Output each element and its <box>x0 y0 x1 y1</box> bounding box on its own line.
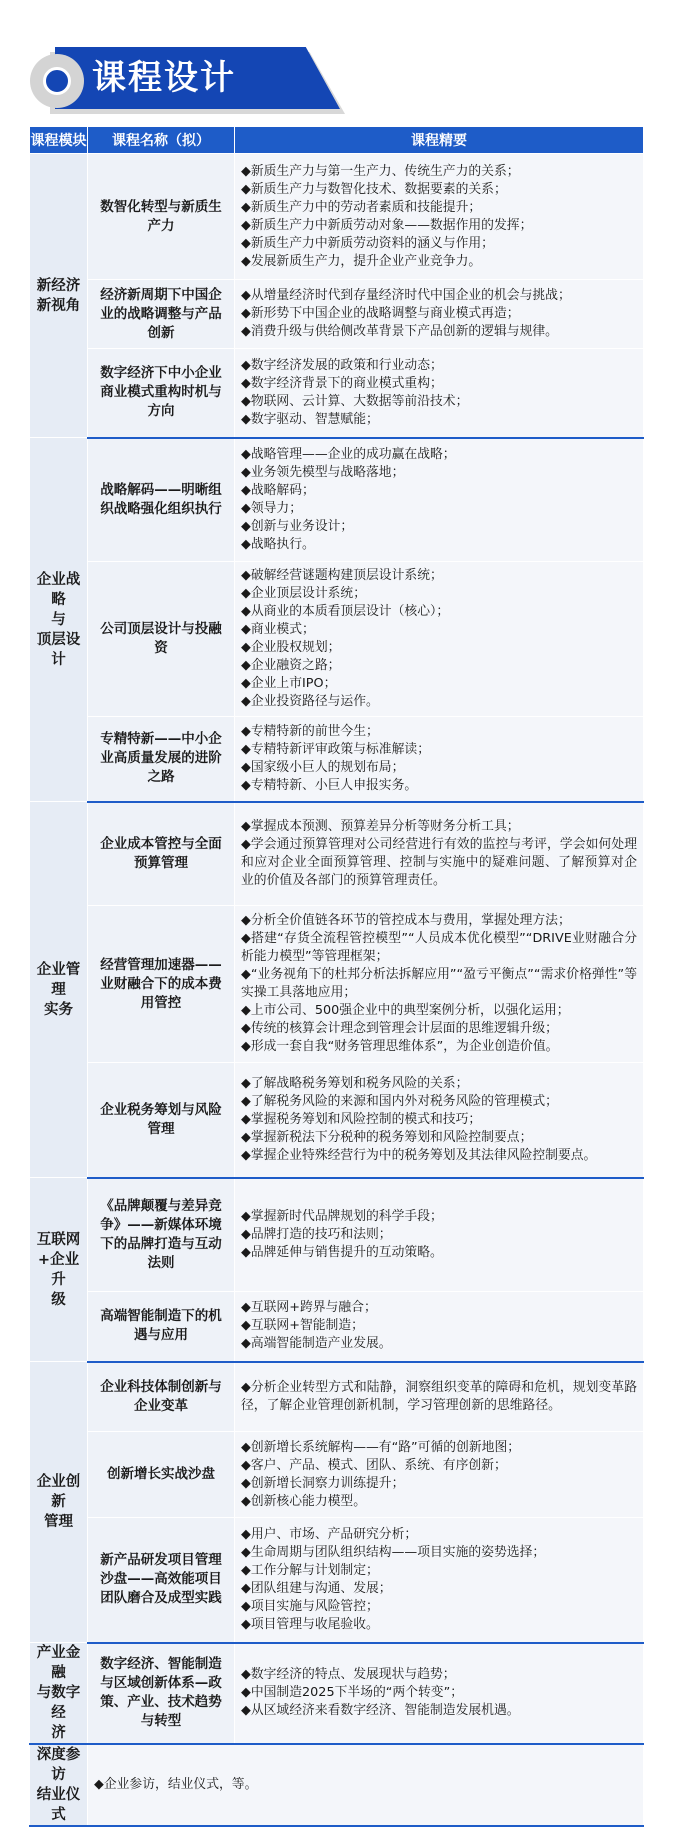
summary-point: ◆新质生产力与数智化技术、数据要素的关系； <box>241 181 507 197</box>
course-summary-cell <box>235 1178 644 1292</box>
page-title: 课程设计 <box>92 58 236 98</box>
summary-point: ◆创新增长洞察力训练提升； <box>241 1475 405 1491</box>
summary-point: ◆领导力； <box>241 500 303 516</box>
table-row <box>30 1362 644 1432</box>
course-name-cell: 高端智能制造下的机遇与应用 <box>88 1292 235 1362</box>
course-summary-cell <box>235 1063 644 1178</box>
module-label-line: 互联网 <box>36 1231 81 1248</box>
table-row <box>30 1292 644 1362</box>
course-table <box>29 126 644 1827</box>
summary-point: ◆工作分解与计划制定； <box>241 1562 379 1578</box>
course-summary-cell <box>235 1518 644 1643</box>
course-summary-cell <box>235 154 644 280</box>
module-label-line: 产业金融 <box>36 1645 81 1681</box>
summary-point: ◆数字经济背景下的商业模式重构； <box>241 375 443 391</box>
table-row <box>30 1744 644 1826</box>
table-header-row <box>30 127 644 154</box>
course-name-cell: 企业成本管控与全面预算管理 <box>88 802 235 906</box>
summary-point: ◆数字驱动、智慧赋能； <box>241 411 379 427</box>
circle-dot-icon <box>43 67 71 95</box>
summary-point: ◆业务领先模型与战略落地； <box>241 464 405 480</box>
summary-point: ◆传统的核算会计理念到管理会计层面的思维逻辑升级； <box>241 1021 558 1036</box>
summary-point: ◆客户、产品、模式、团队、系统、有序创新； <box>241 1457 507 1473</box>
course-name-cell: 《品牌颠覆与差异竞争》——新媒体环境下的品牌打造与互动法则 <box>88 1178 235 1292</box>
summary-point: ◆数字经济发展的政策和行业动态； <box>241 357 443 373</box>
summary-point: ◆专精特新评审政策与标准解读； <box>241 741 430 757</box>
summary-point: ◆新质生产力中新质劳动资料的涵义与作用； <box>241 235 494 251</box>
course-name-cell: 企业税务筹划与风险管理 <box>88 1063 235 1178</box>
module-cell <box>30 1643 88 1745</box>
course-name-cell: 经济新周期下中国企业的战略调整与产品创新 <box>88 280 235 349</box>
course-summary-cell <box>235 1362 644 1432</box>
course-summary-cell <box>235 1292 644 1362</box>
module-label-line: 新经济 <box>36 277 81 294</box>
course-name-cell: 创新增长实战沙盘 <box>88 1432 235 1518</box>
course-summary-cell <box>235 906 644 1063</box>
summary-point: ◆团队组建与沟通、发展； <box>241 1580 392 1596</box>
summary-point: ◆上市公司、500强企业中的典型案例分析，以强化运用； <box>241 1003 570 1018</box>
table-row <box>30 1643 644 1745</box>
module-label-line: 企业管理 <box>36 961 81 998</box>
summary-point: ◆新形势下中国企业的战略调整与商业模式再造； <box>241 306 520 321</box>
table-row <box>30 717 644 802</box>
table-row <box>30 1518 644 1643</box>
course-summary-cell <box>235 717 644 802</box>
table-row <box>30 154 644 280</box>
summary-point: ◆新质生产力中新质劳动对象——数据作用的发挥； <box>241 217 533 233</box>
course-name-cell: 数智化转型与新质生产力 <box>88 154 235 280</box>
course-name-cell: 数字经济下中小企业商业模式重构时机与方向 <box>88 349 235 438</box>
summary-point: ◆国家级小巨人的规划布局； <box>241 759 405 775</box>
course-name-cell: 数字经济、智能制造与区域创新体系—政策、产业、技术趋势与转型 <box>88 1643 235 1745</box>
summary-point: ◆发展新质生产力，提升企业产业竞争力。 <box>241 253 482 269</box>
module-cell <box>30 1362 88 1643</box>
course-summary-cell <box>235 280 644 349</box>
summary-point: ◆生命周期与团队组织结构——项目实施的姿势选择； <box>241 1544 546 1560</box>
module-cell <box>30 438 88 802</box>
module-cell <box>30 154 88 438</box>
summary-point: ◆分析全价值链各环节的管控成本与费用，掌握处理方法； <box>241 913 571 928</box>
table-row <box>30 280 644 349</box>
module-label-line: +企业升 <box>37 1251 80 1288</box>
summary-point: ◆从区域经济来看数字经济、智能制造发展机遇。 <box>241 1703 520 1719</box>
summary-point: ◆企业股权规划； <box>241 640 341 655</box>
summary-point: ◆用户、市场、产品研究分析； <box>241 1526 418 1542</box>
header-summary: 课程精要 <box>235 127 644 154</box>
course-summary-cell <box>235 562 644 717</box>
table-row <box>30 1063 644 1178</box>
table-row <box>30 438 644 562</box>
header-course-name: 课程名称（拟） <box>88 127 235 154</box>
summary-point: ◆企业融资之路； <box>241 658 341 673</box>
course-summary-cell <box>235 438 644 562</box>
module-label-line: 与数字经 <box>36 1685 81 1721</box>
course-name-cell: 新产品研发项目管理沙盘——高效能项目团队磨合及成型实践 <box>88 1518 235 1643</box>
summary-point: ◆专精特新、小巨人申报实务。 <box>241 777 418 793</box>
summary-point: ◆物联网、云计算、大数据等前沿技术； <box>241 393 469 409</box>
summary-point: ◆掌握企业特殊经营行为中的税务筹划及其法律风险控制要点。 <box>241 1147 597 1163</box>
summary-point: ◆项目实施与风险管控； <box>241 1598 379 1614</box>
summary-point: ◆消费升级与供给侧改革背景下产品创新的逻辑与规律。 <box>241 324 558 339</box>
module-label-line: 新视角 <box>36 297 81 314</box>
summary-point: ◆企业投资路径与运作。 <box>241 694 379 709</box>
module-label-line: 企业创新 <box>36 1474 81 1510</box>
table-row <box>30 1178 644 1292</box>
summary-point: ◆掌握新时代品牌规划的科学手段； <box>241 1208 443 1224</box>
header <box>0 0 673 118</box>
summary-point: ◆创新核心能力模型。 <box>241 1493 367 1509</box>
summary-point: ◆掌握税务筹划和风险控制的模式和技巧； <box>241 1111 482 1127</box>
module-label-line: 企业战略 <box>36 571 81 608</box>
summary-point: ◆形成一套自我“财务管理思维体系”，为企业创造价值。 <box>241 1039 559 1054</box>
module-cell <box>30 1744 88 1826</box>
summary-point: ◆创新增长系统解构——有“路”可循的创新地图； <box>241 1439 521 1455</box>
summary-point: ◆了解税务风险的来源和国内外对税务风险的管理模式； <box>241 1093 558 1109</box>
summary-point: ◆了解战略税务筹划和税务风险的关系； <box>241 1075 469 1091</box>
course-name-cell: 经营管理加速器——业财融合下的成本费用管控 <box>88 906 235 1063</box>
summary-point: ◆互联网+智能制造； <box>241 1318 364 1334</box>
table-row <box>30 802 644 906</box>
module-label-line: 结业仪式 <box>36 1787 81 1823</box>
summary-point: ◆新质生产力与第一生产力、传统生产力的关系； <box>241 163 520 179</box>
summary-point: ◆中国制造2025下半场的“两个转变”； <box>241 1685 464 1701</box>
summary-point: ◆分析企业转型方式和陆静，洞察组织变革的障碍和危机，规划变革路径，了解企业管理创新机制，学习管理创新的思维路径。 <box>241 1379 637 1413</box>
course-table-wrap <box>29 126 643 1827</box>
table-row <box>30 562 644 717</box>
summary-point: ◆创新与业务设计； <box>241 518 354 534</box>
summary-point: ◆新质生产力中的劳动者素质和技能提升； <box>241 199 482 215</box>
table-row <box>30 349 644 438</box>
summary-point: ◆互联网+跨界与融合； <box>241 1300 377 1316</box>
module-cell <box>30 1178 88 1362</box>
module-cell <box>30 802 88 1178</box>
module-label-line: 济 <box>51 1725 66 1741</box>
course-name-cell: 公司顶层设计与投融资 <box>88 562 235 717</box>
summary-point: ◆“业务视角下的杜邦分析法拆解应用”“盈亏平衡点”“需求价格弹性”等实操工具落地应用； <box>241 967 637 1000</box>
course-summary-cell <box>88 1744 644 1826</box>
summary-point: ◆项目管理与收尾验收。 <box>241 1616 379 1632</box>
table-row <box>30 906 644 1063</box>
summary-point: ◆搭建“存货全流程管控模型”“人员成本优化模型”“DRIVE业财融合分析能力模型”等管理框架； <box>241 931 637 964</box>
summary-point: ◆数字经济的特点、发展现状与趋势； <box>241 1667 456 1683</box>
summary-point: ◆商业模式； <box>241 622 315 637</box>
course-summary-cell <box>235 349 644 438</box>
summary-point: ◆品牌延伸与销售提升的互动策略。 <box>241 1244 443 1260</box>
course-name-cell: 企业科技体制创新与企业变革 <box>88 1362 235 1432</box>
module-label-line: 与 <box>51 611 66 628</box>
summary-point: ◆从商业的本质看顶层设计（核心）； <box>241 604 450 619</box>
course-summary-cell <box>235 1643 644 1745</box>
summary-point: ◆企业顶层设计系统； <box>241 586 367 601</box>
course-name-cell: 战略解码——明晰组织战略强化组织执行 <box>88 438 235 562</box>
summary-point: ◆品牌打造的技巧和法则； <box>241 1226 392 1242</box>
summary-point: ◆从增量经济时代到存量经济时代中国企业的机会与挑战； <box>241 288 571 303</box>
summary-point: ◆企业上市IPO； <box>241 676 337 691</box>
course-name-cell: 专精特新——中小企业高质量发展的进阶之路 <box>88 717 235 802</box>
summary-point: ◆战略解码； <box>241 482 315 498</box>
summary-point: ◆掌握成本预测、预算差异分析等财务分析工具； <box>241 818 520 834</box>
header-module: 课程模块 <box>30 127 88 154</box>
summary-point: ◆战略管理——企业的成功赢在战略； <box>241 446 456 462</box>
course-summary-cell <box>235 1432 644 1518</box>
summary-point: ◆学会通过预算管理对公司经营进行有效的监控与考评，学会如何处理和应对企业全面预算管理、控制与实施中的疑难问题、了解预算对企业的价值及各部门的预算管理责任。 <box>241 836 637 888</box>
module-label-line: 管理 <box>44 1514 73 1530</box>
summary-point: ◆掌握新税法下分税种的税务筹划和风险控制要点； <box>241 1129 533 1145</box>
summary-point: ◆企业参访，结业仪式，等。 <box>94 1777 258 1792</box>
module-label-line: 深度参访 <box>36 1747 81 1783</box>
module-label-line: 顶层设计 <box>36 631 81 668</box>
summary-point: ◆破解经营谜题构建顶层设计系统； <box>241 568 443 583</box>
table-row <box>30 1432 644 1518</box>
module-label-line: 实务 <box>44 1001 73 1018</box>
summary-point: ◆战略执行。 <box>241 536 315 552</box>
module-label-line: 级 <box>51 1291 66 1308</box>
course-summary-cell <box>235 802 644 906</box>
summary-point: ◆高端智能制造产业发展。 <box>241 1336 392 1352</box>
summary-point: ◆专精特新的前世今生； <box>241 723 379 739</box>
